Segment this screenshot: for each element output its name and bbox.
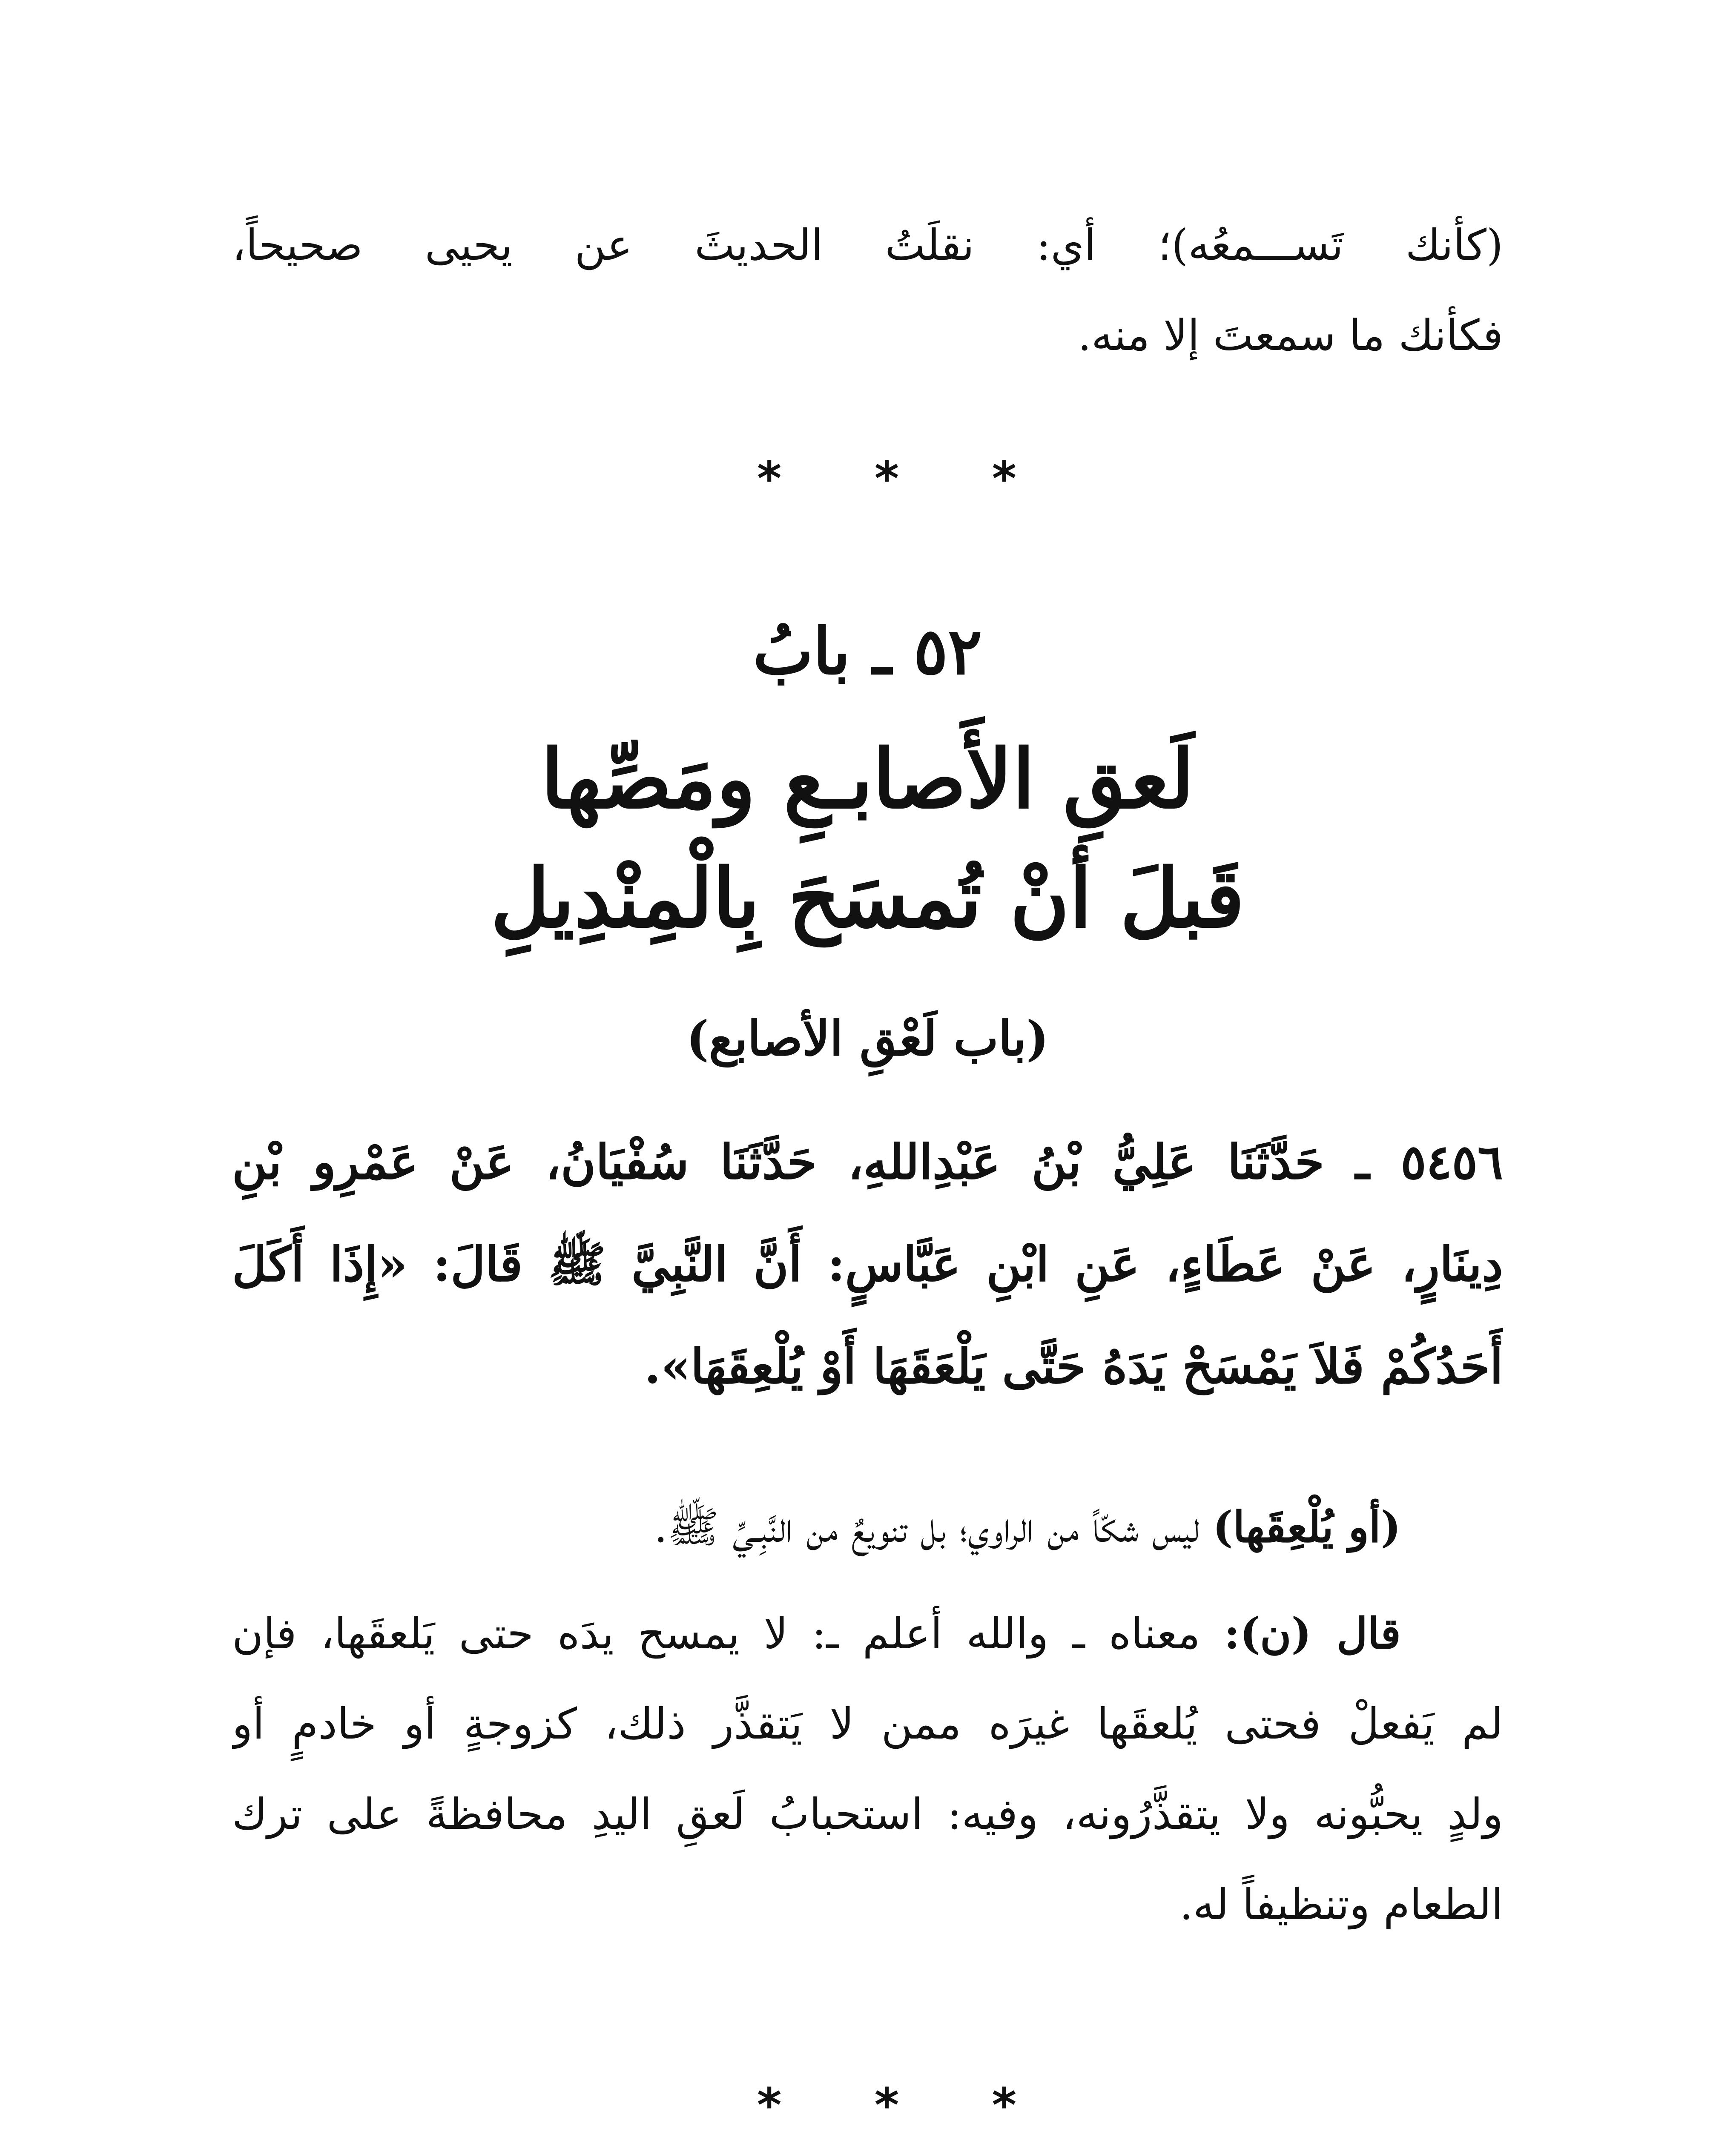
intro-line-2: فكأنك ما سمعتَ إلا منه.	[1078, 310, 1503, 360]
chapter-title-line-2: قَبلَ أنْ تُمسَحَ بِالْمِنْدِيلِ	[491, 851, 1245, 946]
hadith-line-1: ٥٤٥٦ ـ حَدَّثَنَا عَلِيُّ بْنُ عَبْدِاللهِ، حَدَّثَنَا سُفْيَانُ، عَنْ عَمْرِو بْنِ	[232, 1134, 1503, 1190]
explanation-line-2: لم يَفعلْ فحتى يُلعقَها غيرَه ممن لا يَتقذَّر ذلك، كزوجةٍ أو خادمٍ أو	[232, 1699, 1503, 1749]
explanation-speaker: قال (ن):	[1224, 1608, 1401, 1658]
chapter-number: ٥٢ ـ بابُ	[753, 614, 982, 689]
explanation-line-1-text: معناه ـ والله أعلم ـ: لا يمسح يدَه حتى يَلعقَها، فإن	[232, 1609, 1224, 1658]
note-line	[232, 1482, 1503, 1572]
hadith-line-2: دِينَارٍ، عَنْ عَطَاءٍ، عَنِ ابْنِ عَبَّاسٍ: أَنَّ النَّبِيَّ ﷺ قَالَ: «إِذَا أَكَلَ	[232, 1237, 1503, 1292]
chapter-title-line-1: لَعقِ الأَصابـعِ ومَصِّها	[541, 732, 1194, 826]
subchapter-title: (باب لَعْقِ الأصابع)	[686, 1011, 1049, 1067]
section-divider-bottom: * * *	[757, 2078, 1055, 2129]
explanation-line-1	[232, 1588, 1503, 1679]
hadith-text	[232, 1111, 1503, 1418]
intro-commentary	[232, 200, 1503, 381]
explanation-line-4: الطعام وتنظيفاً له.	[1179, 1879, 1503, 1929]
note-paragraph	[232, 1482, 1503, 1572]
section-divider-top: * * *	[757, 451, 1055, 506]
intro-line-1: (كأنك تَســـمعُه)؛ أي: نقلَتُ الحديثَ عن يحيى صحيحاً،	[232, 220, 1503, 270]
note-rest: ليس شكّاً من الراوي؛ بل تنويعٌ من النَّبِـيِّ ﷺ.	[654, 1502, 1213, 1552]
explanation-line-3: ولدٍ يحبُّونه ولا يتقذَّرُونه، وفيه: استحبابُ لَعقِ اليدِ محافظةً على ترك	[232, 1789, 1503, 1839]
explanation-paragraph	[232, 1588, 1503, 1950]
note-bold-term: (أو يُلْعِقَها)	[1213, 1502, 1401, 1552]
hadith-line-3: أَحَدُكُمْ فَلاَ يَمْسَحْ يَدَهُ حَتَّى يَلْعَقَهَا أَوْ يُلْعِقَهَا».	[644, 1339, 1503, 1394]
